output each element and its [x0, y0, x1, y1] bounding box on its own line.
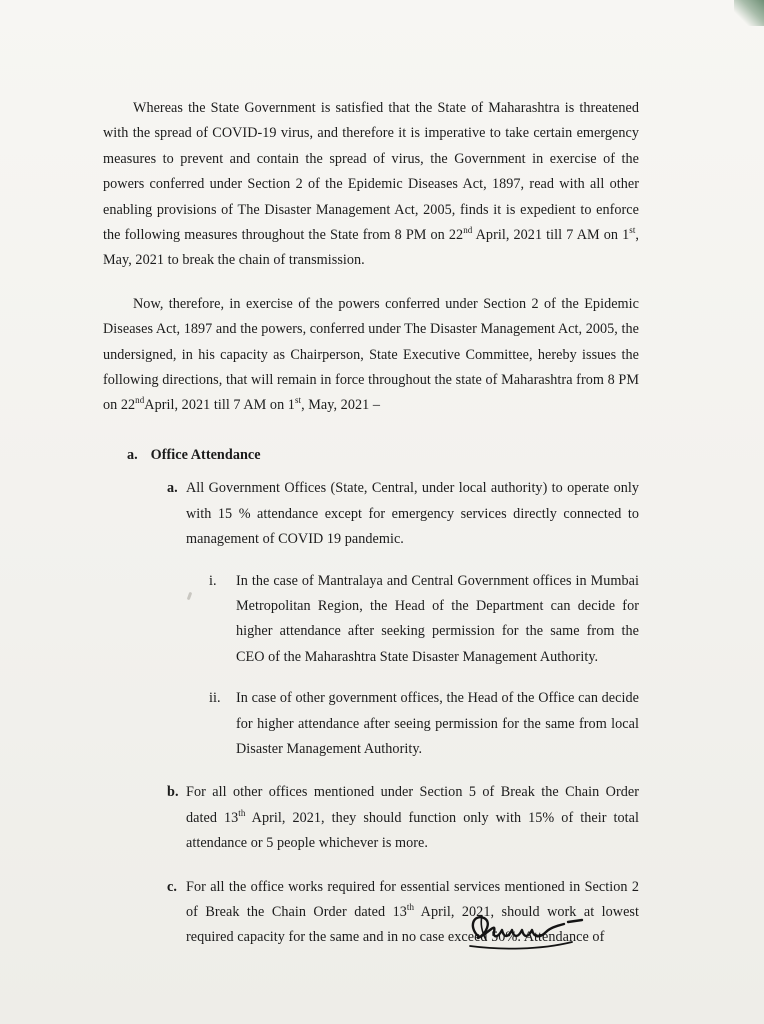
list-item-c: c. For all the office works required for essential services mentioned in Section 2 of Break the Chain Order dated 13th April, 2021, should work at lowest required capacity for the same and in no case exceed 50%. Attendance of: [167, 878, 639, 946]
handwritten-signature: [460, 902, 600, 960]
sub-item-ii: ii. In case of other government offices, the Head of the Office can decide for higher attendance after seeing permission for the same from local Disaster Management Authority.: [209, 690, 639, 757]
page-corner-stain: [734, 0, 764, 26]
list-item-a: a. All Government Offices (State, Central, under local authority) to operate only with 15 % attendance except for emergency services directly connected to management of COVID 19 pandemic.: [167, 480, 639, 548]
section-heading-office-attendance: a. Office Attendance: [127, 446, 261, 463]
directions-paragraph: Now, therefore, in exercise of the powers conferred under Section 2 of the Epidemic Diseases Act, 1897 and the powers, conferred under The Disaster Management Act, 2005, the undersigned, in his capacity as Chairperson, State Executive Committee, hereby issues the following directions, that will remain in force throughout the state of Maharashtra from 8 PM on 22ndApril, 2021 till 7 AM on 1st, May, 2021 –: [103, 295, 639, 414]
list-item-b: b. For all other offices mentioned under Section 5 of Break the Chain Order dated 13th April, 2021, they should function only with 15% of their total attendance or 5 people whichever is more.: [167, 784, 640, 852]
document-body: [103, 96, 639, 951]
sub-item-i: i. In the case of Mantralaya and Central Government offices in Mumbai Metropolitan Region, the Head of the Department can decide for higher attendance after seeking permission for the same from the CEO of the Maharashtra State Disaster Management Authority.: [209, 572, 639, 665]
preamble-paragraph: Whereas the State Government is satisfied that the State of Maharashtra is threatened with the spread of COVID-19 virus, and therefore it is imperative to take certain emergency measures to prevent and contain the spread of virus, the Government in exercise of the powers conferred under Section 2 of the Epidemic Diseases Act, 1897, read with all other enabling provisions of The Disaster Management Act, 2005, finds it is expedient to enforce the following measures throughout the State from 8 PM on 22nd April, 2021 till 7 AM on 1st, May, 2021 to break the chain of transmission.: [103, 100, 639, 269]
